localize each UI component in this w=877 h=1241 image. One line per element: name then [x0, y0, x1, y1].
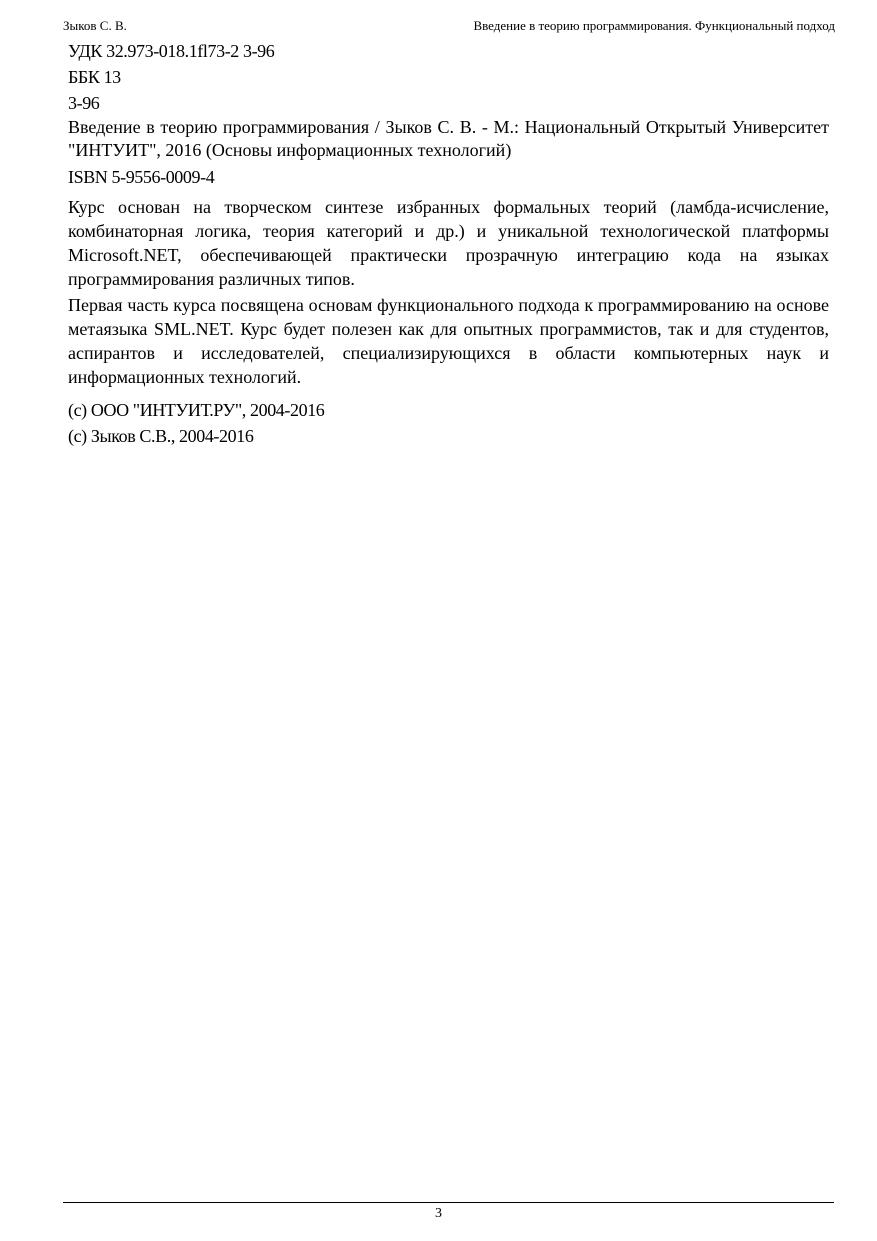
running-header-author: Зыков С. В. — [63, 18, 127, 33]
isbn: ISBN 5-9556-0009-4 — [68, 167, 215, 187]
bbk-code: ББК 13 — [68, 67, 121, 87]
page-content — [68, 38, 829, 449]
udk-code: УДК 32.973-018.1fl73-2 3-96 — [68, 41, 275, 61]
bibliographic-description: Введение в теорию программирования / Зыков С. В. - М.: Национальный Открытый Университет "ИНТУИТ", 2016 (Основы информационных технологий) — [68, 117, 829, 160]
footer-divider — [63, 1202, 834, 1203]
copyright-publisher: (с) ООО "ИНТУИТ.РУ", 2004-2016 — [68, 400, 325, 420]
running-header-title: Введение в теорию программирования. Функциональный подход — [473, 18, 835, 33]
author-mark: 3-96 — [68, 93, 100, 113]
annotation-paragraph-1: Курс основан на творческом синтезе избранных формальных теорий (ламбда-исчисление, комбинаторная логика, теория категорий и др.) и уникальной технологической платформы Microsoft.NET, обеспечивающей практически прозрачную интеграцию кода на языках программирования различных типов. — [68, 197, 829, 289]
copyright-author: (с) Зыков С.В., 2004-2016 — [68, 426, 254, 446]
page-number: 3 — [435, 1206, 442, 1221]
annotation-paragraph-2: Первая часть курса посвящена основам функционального подхода к программированию на основе метаязыка SML.NET. Курс будет полезен как для опытных программистов, так и для студентов, аспирантов и исследователей, специализирующихся в области компьютерных наук и информационных технологий. — [68, 295, 829, 387]
